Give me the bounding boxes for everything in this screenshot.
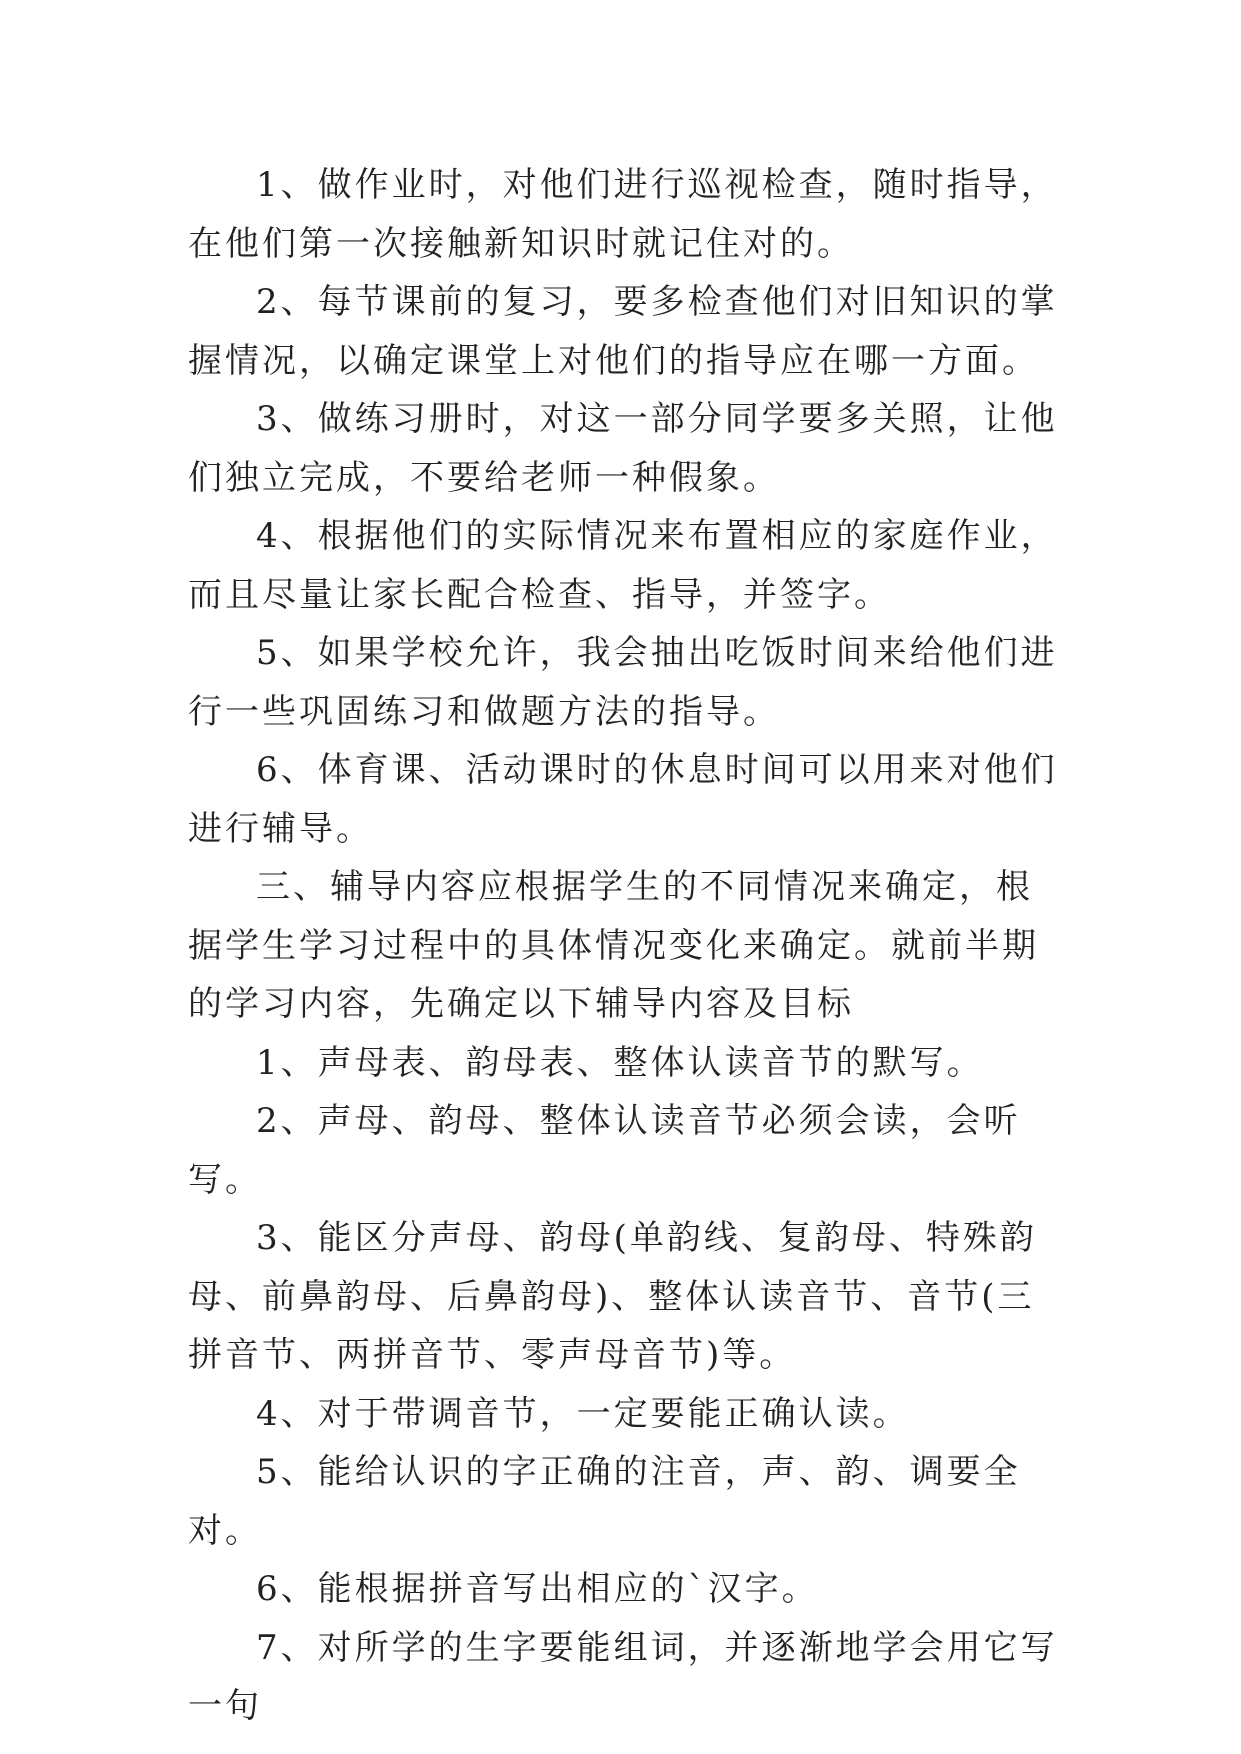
paragraph-6: 6、体育课、活动课时的休息时间可以用来对他们进行辅导。	[188, 750, 1058, 849]
paragraph-2: 2、每节课前的复习，要多检查他们对旧知识的掌握情况，以确定课堂上对他们的指导应在哪一方面。	[188, 282, 1058, 381]
paragraph-3: 3、做练习册时，对这一部分同学要多关照，让他们独立完成，不要给老师一种假象。	[188, 399, 1058, 498]
goal-item-2: 2、声母、韵母、整体认读音节必须会读，会听写。	[188, 1101, 1021, 1200]
goal-item-6: 6、能根据拼音写出相应的`汉字。	[256, 1569, 819, 1609]
goal-item-7: 7、对所学的生字要能组词，并逐渐地学会用它写一句	[188, 1627, 1058, 1726]
paragraph-1: 1、做作业时，对他们进行巡视检查，随时指导，在他们第一次接触新知识时就记住对的。	[188, 165, 1058, 264]
section-three-intro: 三、辅导内容应根据学生的不同情况来确定，根据学生学习过程中的具体情况变化来确定。就前半期的学习内容，先确定以下辅导内容及目标	[188, 867, 1039, 1024]
goal-item-3: 3、能区分声母、韵母(单韵线、复韵母、特殊韵母、前鼻韵母、后鼻韵母)、整体认读音节、音节(三拼音节、两拼音节、零声母音节)等。	[188, 1218, 1037, 1375]
goal-item-5: 5、能给认识的字正确的注音，声、韵、调要全对。	[188, 1452, 1021, 1551]
document-body	[188, 156, 1068, 1736]
paragraph-4: 4、根据他们的实际情况来布置相应的家庭作业，而且尽量让家长配合检查、指导，并签字。	[188, 516, 1058, 615]
goal-item-1: 1、声母表、韵母表、整体认读音节的默写。	[256, 1042, 984, 1083]
goal-item-4: 4、对于带调音节，一定要能正确认读。	[256, 1393, 910, 1434]
paragraph-5: 5、如果学校允许，我会抽出吃饭时间来给他们进行一些巩固练习和做题方法的指导。	[188, 633, 1058, 732]
